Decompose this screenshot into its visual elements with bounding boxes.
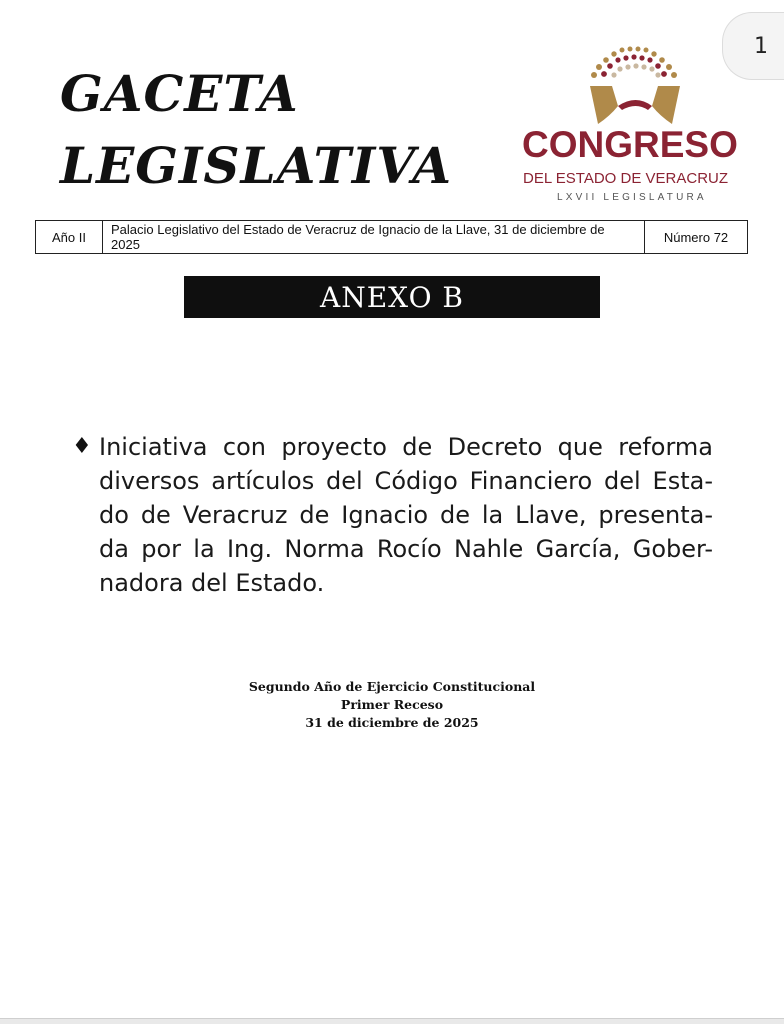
page-number: 1 (754, 34, 768, 59)
item-line: diversos artículos del Código Financiero del Esta- (99, 467, 713, 495)
annex-item (99, 430, 713, 600)
gazette-info-bar (35, 220, 748, 254)
logo-state-text: DEL ESTADO DE VERACRUZ (523, 170, 729, 187)
gazette-place-date: Palacio Legislativo del Estado de Veracruz de Ignacio de la Llave, 31 de diciembre de 2025 (103, 221, 645, 253)
item-line: nadora del Estado. (99, 569, 325, 597)
footer-date: 31 de diciembre de 2025 (305, 715, 479, 730)
annex-title: ANEXO B (184, 276, 600, 318)
footer-session-year: Segundo Año de Ejercicio Constitucional (248, 679, 536, 694)
gazette-number: Número 72 (663, 229, 729, 245)
item-line: Iniciativa con proyecto de Decreto que reforma (99, 433, 713, 461)
gazette-title-line2: LEGISLATIVA (60, 136, 452, 195)
logo-legislature-text: LXVII LEGISLATURA (557, 192, 707, 203)
logo-congreso-text: CONGRESO (522, 124, 738, 165)
item-line: da por la Ing. Norma Rocío Nahle García, Gober- (99, 535, 713, 563)
session-footer (192, 678, 592, 732)
item-line: do de Veracruz de Ignacio de la Llave, presenta- (99, 501, 713, 529)
gazette-year: Año II (36, 221, 103, 253)
diamond-bullet-icon: ♦ (72, 434, 92, 459)
gazette-title-line1: GACETA (60, 64, 299, 123)
footer-recess: Primer Receso (340, 697, 444, 712)
